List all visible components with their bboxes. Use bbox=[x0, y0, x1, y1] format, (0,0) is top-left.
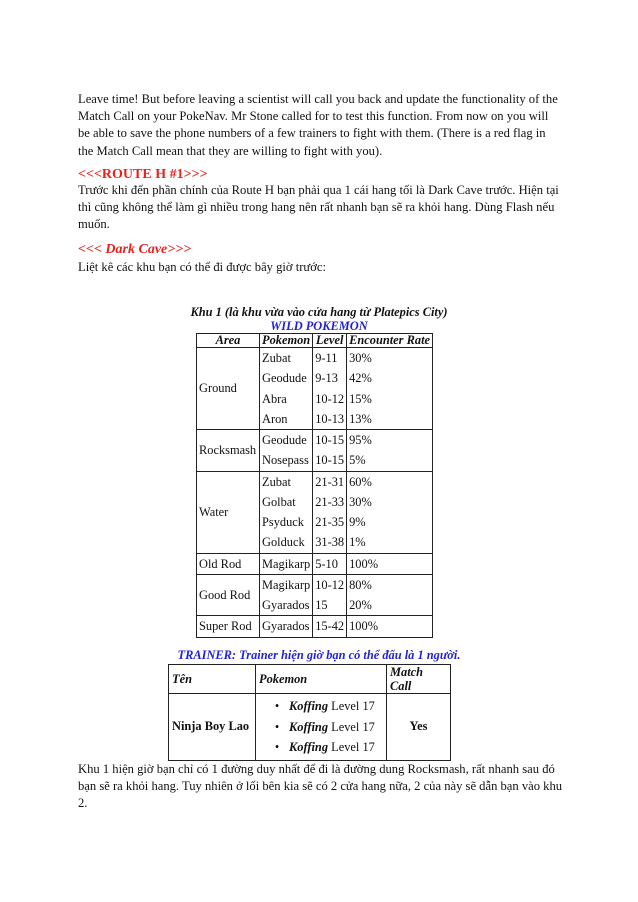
rate-value: 15% bbox=[349, 391, 372, 406]
area-cell: Super Rod bbox=[197, 616, 260, 637]
level-value: 9-13 bbox=[315, 371, 338, 386]
pokemon-cell bbox=[260, 430, 313, 472]
level-value: 10-12 bbox=[315, 391, 345, 406]
level-value: 10-15 bbox=[315, 453, 345, 468]
rate-value: 60% bbox=[349, 474, 372, 489]
pokemon-value: Golbat bbox=[262, 494, 296, 509]
pokemon-value: Geodude bbox=[262, 371, 307, 386]
trainer-table bbox=[168, 664, 451, 761]
pokemon-value: Zubat bbox=[262, 351, 291, 365]
trainer-pokemon-cell bbox=[256, 694, 387, 761]
level-value: 10-15 bbox=[315, 433, 345, 447]
rate-cell bbox=[347, 348, 433, 430]
wild-table-subcaption: WILD POKEMON bbox=[270, 319, 368, 333]
header-trainer-pokemon: Pokemon bbox=[256, 665, 387, 694]
pokemon-cell bbox=[260, 616, 313, 637]
level-value: 15-42 bbox=[315, 619, 345, 634]
level-value: 10-12 bbox=[315, 577, 345, 592]
level-cell bbox=[313, 471, 347, 553]
trainer-pokemon-item bbox=[259, 737, 383, 758]
outro-paragraph: Khu 1 hiện giờ bạn chỉ có 1 đường duy nhất để đi là đường dung Rocksmash, rất nhanh sau đó bạn sẽ ra khỏi hang. Tuy nhiên ở lối bên kia sẽ có 2 cửa hang nữa, 2 của này sẽ dẫn bạn vào khu 2. bbox=[78, 762, 563, 811]
rate-value: 80% bbox=[349, 577, 372, 592]
rate-value: 100% bbox=[349, 619, 379, 634]
trainer-pokemon-level: Level 17 bbox=[331, 699, 375, 713]
wild-table-header-row bbox=[197, 334, 433, 348]
pokemon-cell bbox=[260, 574, 313, 616]
level-value: 21-33 bbox=[315, 494, 345, 509]
rate-cell bbox=[347, 471, 433, 553]
rate-cell bbox=[347, 574, 433, 616]
wild-table-row bbox=[197, 616, 433, 637]
trainer-pokemon-name: Koffing bbox=[289, 740, 329, 754]
pokemon-value: Magikarp bbox=[262, 577, 311, 592]
wild-table-row bbox=[197, 574, 433, 616]
rate-value: 30% bbox=[349, 494, 372, 509]
rate-value: 95% bbox=[349, 433, 372, 447]
pokemon-value: Golduck bbox=[262, 535, 305, 550]
wild-table-row bbox=[197, 348, 433, 430]
trainer-pokemon-name: Koffing bbox=[289, 719, 329, 734]
wild-table-row bbox=[197, 553, 433, 574]
pokemon-value: Aron bbox=[262, 411, 288, 426]
trainer-pokemon-item bbox=[259, 717, 383, 738]
level-cell bbox=[313, 553, 347, 574]
pokemon-value: Zubat bbox=[262, 474, 291, 489]
rate-value: 30% bbox=[349, 351, 372, 365]
wild-pokemon-table bbox=[196, 333, 433, 638]
level-cell bbox=[313, 574, 347, 616]
trainer-match-call: Yes bbox=[387, 694, 451, 761]
trainer-table-caption: TRAINER: Trainer hiện giờ bạn có thể đấu là 1 người. bbox=[177, 648, 461, 662]
level-value: 10-13 bbox=[315, 411, 345, 426]
header-encounter-rate: Encounter Rate bbox=[347, 334, 433, 348]
trainer-table-header-row bbox=[169, 665, 451, 694]
rate-value: 42% bbox=[349, 371, 372, 386]
rate-value: 1% bbox=[349, 535, 366, 550]
route-paragraph: Trước khi đến phần chính của Route H bạn phải qua 1 cái hang tối là Dark Cave trước. Hiện tại thì cũng không thể làm gì nhiều trong hang nên rất nhanh bạn sẽ ra khỏi hang. Dùng Flash nếu muốn. bbox=[78, 183, 559, 232]
trainer-pokemon-list bbox=[259, 694, 383, 760]
level-value: 31-38 bbox=[315, 535, 345, 550]
pokemon-value: Gyarados bbox=[262, 598, 310, 612]
pokemon-cell bbox=[260, 348, 313, 430]
rate-value: 13% bbox=[349, 411, 372, 426]
pokemon-value: Gyarados bbox=[262, 619, 310, 634]
area-cell: Old Rod bbox=[197, 553, 260, 574]
dark-cave-heading: <<< Dark Cave>>> bbox=[78, 242, 192, 257]
trainer-pokemon-item bbox=[259, 696, 383, 717]
area-cell: Water bbox=[197, 471, 260, 553]
trainer-pokemon-level: Level 17 bbox=[331, 719, 375, 734]
level-value: 5-10 bbox=[315, 556, 338, 571]
wild-table-row bbox=[197, 471, 433, 553]
pokemon-value: Nosepass bbox=[262, 453, 309, 468]
pokemon-value: Abra bbox=[262, 391, 287, 406]
level-value: 9-11 bbox=[315, 351, 338, 365]
header-area: Area bbox=[197, 334, 260, 348]
level-value: 21-31 bbox=[315, 474, 345, 489]
rate-value: 20% bbox=[349, 598, 372, 612]
header-match-call: Match Call bbox=[387, 665, 451, 694]
header-name: Tên bbox=[169, 665, 256, 694]
route-heading: <<<ROUTE H #1>>> bbox=[78, 167, 208, 182]
rate-cell bbox=[347, 430, 433, 472]
dark-cave-paragraph: Liệt kê các khu bạn có thể đi được bây giờ trước: bbox=[78, 260, 326, 274]
level-value: 21-35 bbox=[315, 515, 345, 529]
rate-value: 9% bbox=[349, 515, 366, 529]
level-cell bbox=[313, 616, 347, 637]
area-cell: Ground bbox=[197, 348, 260, 430]
header-level: Level bbox=[313, 334, 347, 348]
level-cell bbox=[313, 430, 347, 472]
level-cell bbox=[313, 348, 347, 430]
pokemon-value: Geodude bbox=[262, 433, 307, 447]
trainer-name: Ninja Boy Lao bbox=[169, 694, 256, 761]
rate-value: 5% bbox=[349, 453, 366, 468]
pokemon-cell bbox=[260, 471, 313, 553]
header-pokemon: Pokemon bbox=[260, 334, 313, 348]
trainer-pokemon-level: Level 17 bbox=[331, 740, 375, 754]
rate-cell bbox=[347, 553, 433, 574]
wild-table-row bbox=[197, 430, 433, 472]
intro-paragraph: Leave time! But before leaving a scientist will call you back and update the functionality of the Match Call on your PokeNav. Mr Stone called for to test this function. From now on you will be able to save the phone numbers of a few trainers to fight with them. (There is a red flag in the Match Call mean that they are willing to fight with you). bbox=[78, 92, 558, 158]
area-cell: Rocksmash bbox=[197, 430, 260, 472]
trainer-pokemon-name: Koffing bbox=[289, 699, 329, 713]
level-value: 15 bbox=[315, 598, 328, 612]
rate-cell bbox=[347, 616, 433, 637]
rate-value: 100% bbox=[349, 556, 379, 571]
pokemon-value: Psyduck bbox=[262, 515, 304, 529]
pokemon-value: Magikarp bbox=[262, 556, 311, 571]
trainer-row bbox=[169, 694, 451, 761]
pokemon-cell bbox=[260, 553, 313, 574]
area-cell: Good Rod bbox=[197, 574, 260, 616]
wild-table-caption: Khu 1 (là khu vừa vào cửa hang từ Platepics City) bbox=[190, 305, 448, 319]
